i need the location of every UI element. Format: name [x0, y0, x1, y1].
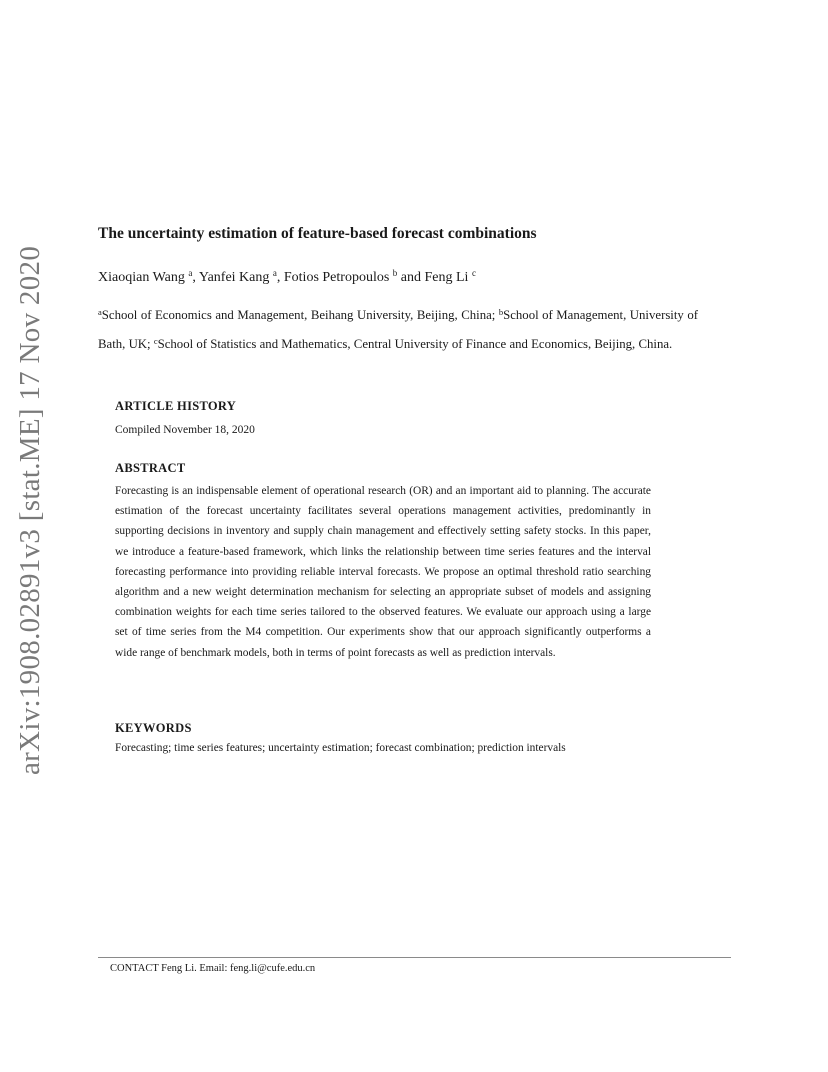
arxiv-identifier-stamp: arXiv:1908.02891v3 [stat.ME] 17 Nov 2020 — [14, 245, 46, 775]
affiliations — [98, 299, 698, 357]
paper-title: The uncertainty estimation of feature-based forecast combinations — [98, 225, 537, 242]
affiliation-mark: a — [98, 307, 102, 317]
affiliation-mark: c — [153, 336, 158, 346]
footnote-divider — [98, 957, 731, 958]
compiled-date: Compiled November 18, 2020 — [115, 424, 255, 436]
affiliation-mark: b — [498, 307, 504, 317]
keywords-list: Forecasting; time series features; uncertainty estimation; forecast combination; prediction intervals — [115, 742, 566, 754]
author-affiliation-mark: b — [392, 268, 398, 278]
author-affiliation-mark: c — [471, 268, 476, 278]
author-separator: and — [397, 270, 425, 285]
author-separator: , — [276, 270, 284, 285]
keywords-heading: KEYWORDS — [115, 721, 192, 735]
author-name: Fotios Petropoulos — [283, 270, 390, 285]
abstract-heading: ABSTRACT — [115, 461, 186, 475]
author-affiliation-mark: a — [188, 268, 193, 278]
author-name: Yanfei Kang — [198, 270, 270, 285]
abstract-body: Forecasting is an indispensable element of operational research (OR) and an important aid to planning. The accurate estimation of the forecast uncertainty facilitates several operations management activities, predominantly in supporting decisions in inventory and supply chain management and effectively setting safety stocks. In this paper, we introduce a feature-based framework, which links the relationship between time series features and the interval forecasting performance into providing reliable interval forecasts. We propose an optimal threshold ratio searching algorithm and a new weight determination mechanism for selecting an appropriate subset of models and assigning combination weights for each time series tailored to the observed features. We evaluate our approach using a large set of time series from the M4 competition. Our experiments show that our approach significantly outperforms a wide range of benchmark models, both in terms of point forecasts as well as prediction intervals. — [115, 485, 651, 659]
article-history-heading: ARTICLE HISTORY — [115, 399, 237, 413]
contact-footnote: CONTACT Feng Li. Email: feng.li@cufe.edu.cn — [110, 963, 316, 974]
affiliation-text: School of Management, University of Bath, UK; — [98, 308, 698, 351]
author-list — [98, 268, 476, 286]
author-name: Xiaoqian Wang — [98, 270, 185, 285]
affiliation-text: School of Economics and Management, Beihang University, Beijing, China; — [101, 308, 499, 322]
author-name: Feng Li — [424, 270, 469, 285]
affiliation-text: School of Statistics and Mathematics, Central University of Finance and Economics, Beijing, China. — [157, 337, 673, 351]
author-separator: , — [192, 270, 199, 285]
author-affiliation-mark: a — [272, 268, 277, 278]
